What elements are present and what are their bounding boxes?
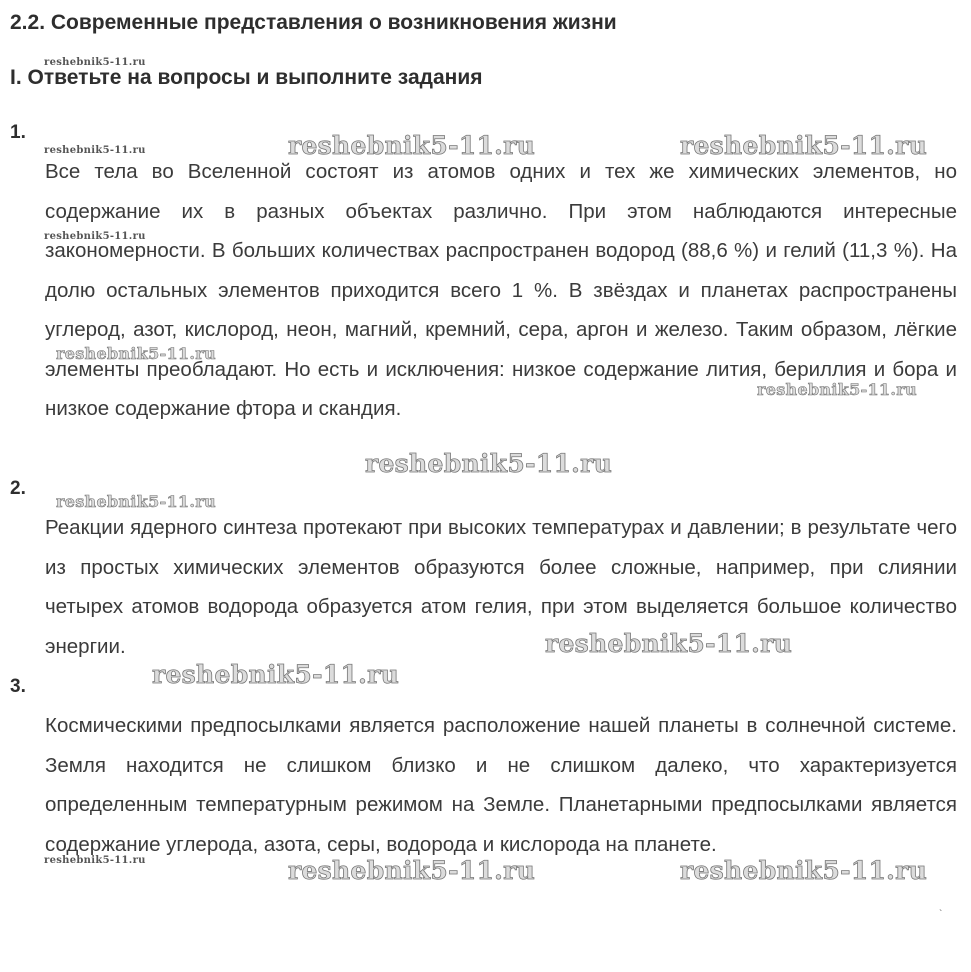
part-title: I. Ответьте на вопросы и выполните задания — [10, 66, 483, 89]
watermark: reshebnik5-11.ru — [288, 856, 536, 885]
answer-text-3: Космическими предпосылками является расположение нашей планеты в солнечной системе. Земля находится не слишком близко и не слишком далеко, что характеризуется определенным температурным режимом на Земле. Планетарными предпосылками является содержание углерода, азота, серы, водорода и кислорода на планете. — [45, 714, 957, 856]
watermark: reshebnik5-11.ru — [44, 855, 146, 866]
watermark: reshebnik5-11.ru — [44, 57, 146, 68]
answer-number-3: 3. — [10, 676, 26, 697]
watermark: reshebnik5-11.ru — [56, 492, 216, 511]
watermark: reshebnik5-11.ru — [757, 380, 917, 399]
watermark: reshebnik5-11.ru — [680, 856, 928, 885]
watermark: reshebnik5-11.ru — [365, 449, 613, 478]
answer-text-1: Все тела во Вселенной состоят из атомов одних и тех же химических элементов, но содержание их в разных объектах различно. При этом наблюдаются интересные закономерности. В больших количествах распространен водород (88,6 %) и гелий (11,3 %). На долю остальных элементов приходится всего 1 %. В звёздах и планетах распространены углерод, азот, кислород, неон, магний, кремний, сера, аргон и железо. Таким образом, лёгкие элементы преобладают. Но есть и исключения: низкое содержание лития, бериллия и бора и низкое содержание фтора и скандия. — [45, 160, 957, 420]
watermark: reshebnik5-11.ru — [44, 145, 146, 156]
watermark: reshebnik5-11.ru — [44, 231, 146, 242]
corner-mark: ` — [939, 909, 943, 920]
watermark: reshebnik5-11.ru — [288, 131, 536, 160]
section-title: 2.2. Современные представления о возникновения жизни — [10, 11, 617, 34]
watermark: reshebnik5-11.ru — [56, 344, 216, 363]
answer-number-2: 2. — [10, 478, 26, 499]
answer-number-1: 1. — [10, 122, 26, 143]
watermark: reshebnik5-11.ru — [545, 629, 793, 658]
watermark: reshebnik5-11.ru — [680, 131, 928, 160]
answer-text-2: Реакции ядерного синтеза протекают при высоких температурах и давлении; в результате чего из простых химических элементов образуются более сложные, например, при слиянии четырех атомов водорода образуется атом гелия, при этом выделяется большое количество энергии. — [45, 516, 957, 658]
watermark: reshebnik5-11.ru — [152, 660, 400, 689]
